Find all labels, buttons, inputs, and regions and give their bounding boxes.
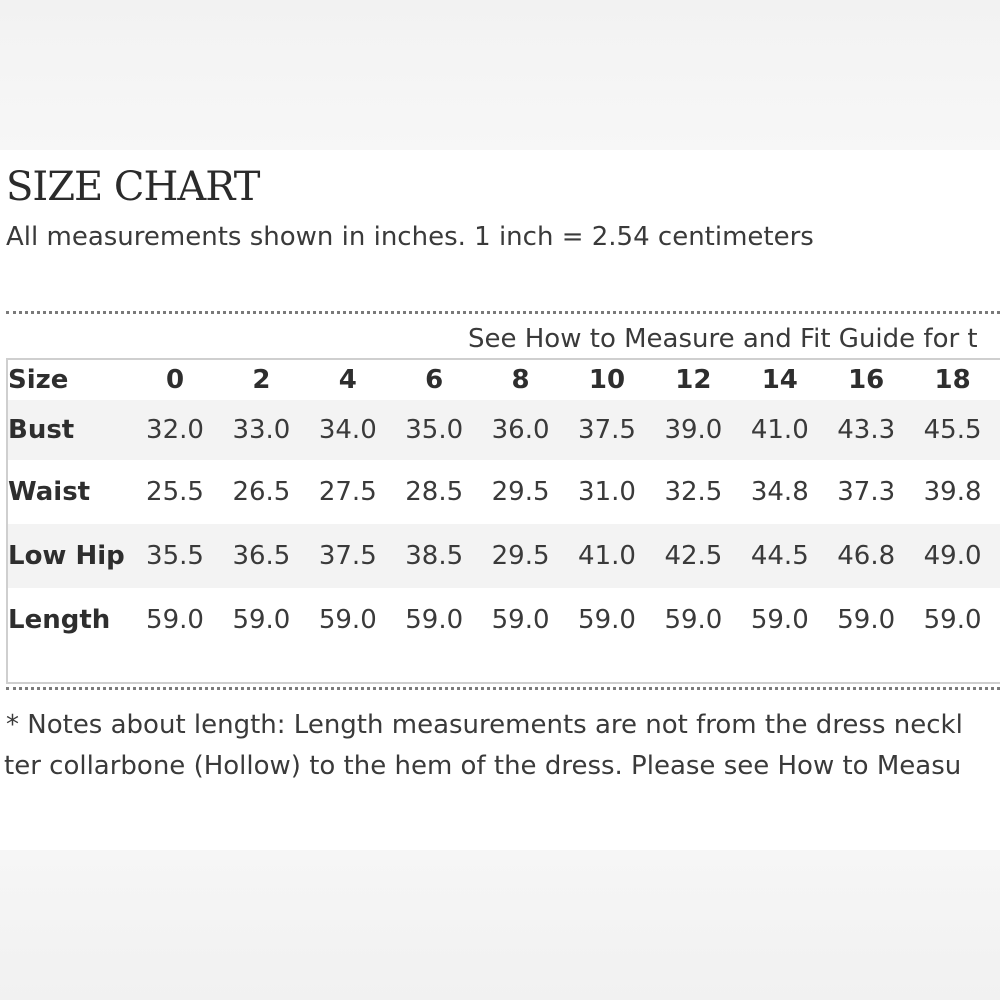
table-cell: 41.0 [578,541,636,571]
table-cell: 34.0 [318,415,377,445]
table-cell: 36.5 [232,541,291,571]
size-column-header: 18 [934,365,971,395]
row-label: Waist [8,477,91,507]
table-cell: 49.0 [923,541,982,571]
size-column-header: 4 [338,365,357,395]
table-cell: 41.0 [750,415,809,445]
table-cell: 44.5 [750,541,809,571]
table-cell: 35.0 [405,415,464,445]
table-cell: 32.5 [664,477,723,507]
size-column-header: 14 [761,365,798,395]
table-cell: 25.5 [146,477,204,507]
table-cell: 59.0 [491,605,550,635]
size-column-header: 0 [165,365,185,395]
table-cell: 32.0 [146,415,204,445]
table-cell: 33.0 [232,415,291,445]
table-cell: 38.5 [405,541,464,571]
table-cell: 26.5 [232,477,291,507]
table-cell: 36.0 [491,415,550,445]
top-background-band [0,0,1000,150]
table-row [8,400,1000,460]
row-label: Length [8,605,111,635]
table-row [8,460,1000,524]
dotted-divider-top [6,311,1000,314]
table-cell: 59.0 [578,605,636,635]
table-cell: 59.0 [318,605,377,635]
table-cell: 29.5 [491,477,550,507]
table-cell: 35.5 [146,541,204,571]
size-header-label: Size [8,365,69,395]
table-cell: 59.0 [664,605,723,635]
size-table [6,358,1000,684]
table-cell: 59.0 [923,605,982,635]
size-column-header: 16 [848,365,885,395]
table-cell: 43.3 [837,415,896,445]
measurement-unit-note: All measurements shown in inches. 1 inch = 2.54 centimeters [6,222,814,252]
table-header-row [8,360,1000,400]
table-row [8,588,1000,652]
size-column-header: 6 [425,365,444,395]
row-label: Low Hip [8,541,125,571]
table-cell: 59.0 [750,605,809,635]
table-cell: 59.0 [405,605,464,635]
table-cell: 34.8 [750,477,809,507]
length-note-line-2: ter collarbone (Hollow) to the hem of the dress. Please see How to Measu [4,751,962,781]
table-cell: 46.8 [837,541,896,571]
table-row [8,524,1000,588]
length-note-line-1: * Notes about length: Length measurements are not from the dress neckl [6,710,963,740]
table-cell: 59.0 [232,605,291,635]
dotted-divider-bottom [6,687,1000,690]
size-column-header: 10 [588,365,626,395]
fit-guide-link[interactable]: See How to Measure and Fit Guide for t [468,324,978,354]
table-cell: 37.5 [318,541,377,571]
table-cell: 28.5 [405,477,464,507]
table-cell: 39.8 [923,477,982,507]
table-cell: 31.0 [578,477,636,507]
table-cell: 42.5 [664,541,723,571]
bottom-background-band [0,850,1000,1000]
table-cell: 29.5 [491,541,550,571]
table-cell: 45.5 [923,415,982,445]
size-column-header: 2 [252,365,271,395]
table-cell: 59.0 [837,605,896,635]
size-chart-panel [0,150,1000,850]
table-cell: 27.5 [318,477,377,507]
table-cell: 59.0 [146,605,204,635]
table-cell: 37.3 [837,477,896,507]
size-column-header: 8 [511,365,530,395]
size-column-header: 12 [675,365,712,395]
page-title: SIZE CHART [6,164,260,210]
table-cell: 39.0 [664,415,723,445]
table-cell: 37.5 [578,415,636,445]
row-label: Bust [8,415,75,445]
